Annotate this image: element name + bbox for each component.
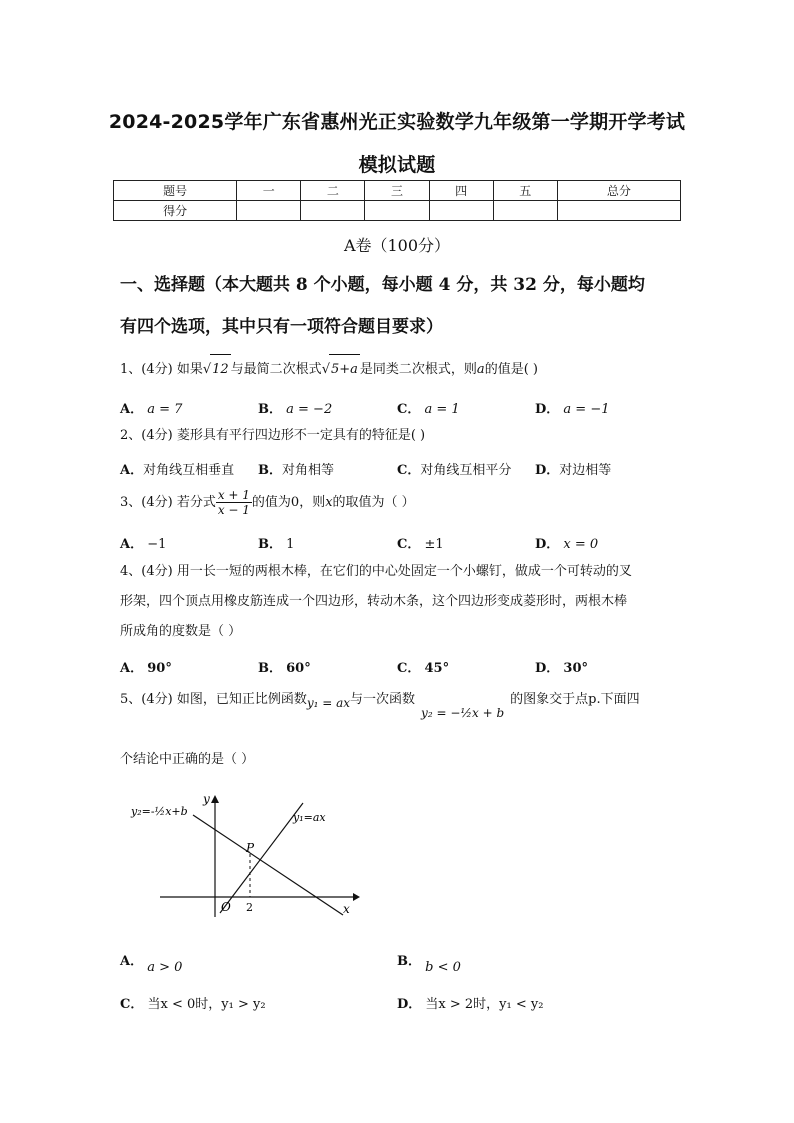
label-y2: y₂=-½x+b [131, 805, 188, 818]
q5-function-2: y₂ = −½x + b [421, 706, 505, 720]
label-axis-y: y [203, 792, 210, 806]
score-blank-cell[interactable] [301, 201, 365, 221]
option-text: a = −1 [563, 402, 610, 417]
question-3 [120, 488, 685, 518]
option-text: a = −2 [286, 402, 333, 417]
option-text: 对角相等 [282, 463, 335, 478]
q4-line-1: 4、(4分) 用一长一短的两根木棒，在它们的中心处固定一个小螺钉，做成一个可转动的叉 [120, 564, 632, 579]
q1-stem-mid: 与最简二次根式 [230, 362, 322, 377]
q3-option-b[interactable] [258, 533, 294, 552]
q5-function-1: y₁ = ax [306, 696, 351, 710]
q3-variable: x [325, 495, 333, 510]
score-header-cell: 题号 [114, 181, 237, 201]
question-5 [120, 685, 685, 720]
option-letter: D． [535, 463, 560, 478]
label-y1: y₁=ax [293, 811, 326, 824]
label-origin: O [221, 900, 231, 914]
score-row-label: 得分 [114, 201, 237, 221]
section-heading-line1: 一、选择题（本大题共 8 个小题，每小题 4 分，共 32 分，每小题均 [120, 275, 645, 295]
exam-title-line1: 2024-2025学年广东省惠州光正实验数学九年级第一学期开学考试 [108, 111, 686, 133]
option-text: 对角线互相平分 [420, 463, 512, 478]
option-letter: C． [397, 463, 421, 478]
q3-stem-mid: 的值为0，则 [251, 495, 326, 510]
option-text: −1 [147, 537, 167, 552]
option-text: 对边相等 [559, 463, 612, 478]
function-graph [125, 785, 365, 917]
option-letter: B． [258, 402, 282, 417]
q5-stem-start: 5、(4分) 如图，已知正比例函数 [120, 692, 307, 707]
option-letter: D． [535, 402, 560, 417]
score-blank-cell[interactable] [493, 201, 557, 221]
q2-option-c[interactable] [397, 459, 511, 478]
q2-option-d[interactable] [535, 459, 611, 478]
option-letter: A． [120, 661, 144, 676]
section-heading [120, 264, 680, 348]
q4-option-c[interactable] [397, 657, 449, 676]
q3-option-a[interactable] [120, 533, 166, 552]
exam-title-line2: 模拟试题 [358, 154, 436, 176]
option-letter: B． [397, 954, 421, 969]
x-axis-arrow-icon [353, 893, 360, 901]
option-text: 30° [563, 661, 589, 676]
y-axis-arrow-icon [211, 795, 219, 803]
option-letter: A． [120, 537, 144, 552]
question-4 [120, 557, 685, 647]
q5-stem-line-2: 个结论中正确的是（ ） [120, 752, 255, 767]
score-header-cell: 二 [301, 181, 365, 201]
option-text: 60° [286, 661, 311, 676]
q5-stem-mid: 与一次函数 [350, 692, 416, 707]
option-letter: D． [535, 537, 560, 552]
q3-stem-start: 3、(4分) 若分式 [120, 495, 216, 510]
option-letter: D． [397, 997, 422, 1012]
q1-sqrt-sign-2: √ [321, 362, 330, 377]
q3-option-d[interactable] [535, 533, 598, 552]
q4-option-d[interactable] [535, 657, 588, 676]
score-table-header-row [114, 181, 681, 201]
option-text: b < 0 [425, 960, 461, 975]
q1-radicand-2: 5+a [329, 354, 360, 385]
q1-stem-tail: 的值是( ) [484, 362, 538, 377]
option-text: 1 [286, 537, 295, 552]
score-table [113, 180, 681, 221]
option-letter: A． [120, 954, 144, 969]
option-letter: C． [397, 402, 421, 417]
score-header-cell: 五 [493, 181, 557, 201]
option-text: a = 1 [424, 402, 460, 417]
score-header-cell: 总分 [557, 181, 680, 201]
option-letter: A． [120, 463, 144, 478]
q3-stem-tail: 的取值为（ ） [332, 495, 415, 510]
option-text: 当x > 2时，y₁ < y₂ [425, 997, 544, 1012]
q1-sqrt-sign: √ [202, 362, 212, 377]
q3-fraction [216, 488, 252, 517]
score-table-score-row [114, 201, 681, 221]
q5-option-c[interactable] [120, 993, 266, 1012]
q4-line-2: 形架，四个顶点用橡皮筋连成一个四边形，转动木条，这个四边形变成菱形时，两根木棒 [120, 594, 628, 609]
option-text: a = 7 [147, 402, 183, 417]
option-text: 当x < 0时，y₁ > y₂ [147, 997, 266, 1012]
score-blank-cell[interactable] [557, 201, 680, 221]
option-letter: C． [397, 661, 421, 676]
section-heading-line2: 有四个选项，其中只有一项符合题目要求） [120, 317, 443, 337]
score-header-cell: 三 [365, 181, 429, 201]
q1-stem-end: 是同类二次根式，则 [359, 362, 477, 377]
label-point-p: P [246, 841, 255, 855]
label-tick-2: 2 [246, 901, 253, 914]
option-letter: C． [120, 997, 144, 1012]
score-header-cell: 四 [429, 181, 493, 201]
q5-option-b[interactable] [397, 950, 461, 975]
q3-denominator: x − 1 [217, 503, 250, 517]
q4-line-3: 所成角的度数是（ ） [120, 624, 242, 639]
option-letter: B． [258, 537, 282, 552]
volume-heading: A卷（100分） [343, 236, 451, 255]
q5-option-a[interactable] [120, 950, 183, 975]
option-letter: B． [258, 463, 282, 478]
q4-option-b[interactable] [258, 657, 311, 676]
q5-option-d[interactable] [397, 993, 543, 1012]
q2-option-a[interactable] [120, 459, 234, 478]
option-text: ±1 [424, 537, 444, 552]
q1-stem-start: 1、(4分) 如果 [120, 362, 203, 377]
q1-radicand-1: 12 [210, 354, 231, 385]
q5-stem-tail: 的图象交于点p.下面四 [510, 692, 640, 707]
option-letter: B． [258, 661, 282, 676]
score-header-cell: 一 [237, 181, 301, 201]
option-text: x = 0 [563, 537, 599, 552]
option-text: 对角线互相垂直 [143, 463, 235, 478]
option-text: 90° [147, 661, 172, 676]
q2-option-b[interactable] [258, 459, 334, 478]
score-blank-cell[interactable] [429, 201, 493, 221]
q1-option-c[interactable] [397, 398, 460, 417]
question-1 [120, 354, 685, 385]
q3-option-c[interactable] [397, 533, 444, 552]
label-axis-x: x [343, 902, 350, 916]
q3-numerator: x + 1 [217, 488, 250, 502]
option-letter: C． [397, 537, 421, 552]
q1-option-d[interactable] [535, 398, 610, 417]
q1-variable: a [476, 362, 485, 377]
score-blank-cell[interactable] [237, 201, 301, 221]
option-letter: D． [535, 661, 560, 676]
option-letter: A． [120, 402, 144, 417]
question-2: 2、(4分) 菱形具有平行四边形不一定具有的特征是( ) [120, 428, 426, 443]
q1-option-b[interactable] [258, 398, 332, 417]
score-blank-cell[interactable] [365, 201, 429, 221]
option-text: 45° [424, 661, 450, 676]
q4-option-a[interactable] [120, 657, 172, 676]
q1-option-a[interactable] [120, 398, 182, 417]
option-text: a > 0 [147, 960, 183, 975]
